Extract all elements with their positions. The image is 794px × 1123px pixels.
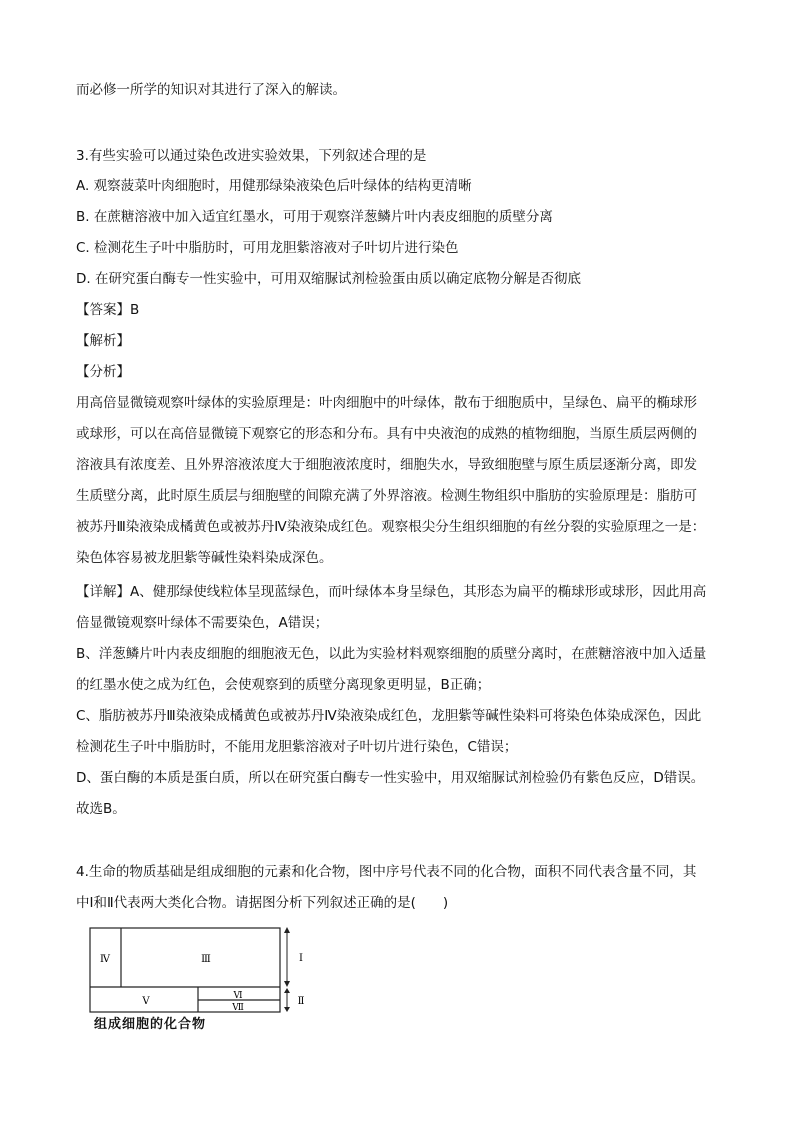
q3-detail-line: 【详解】A、健那绿使线粒体呈现蓝绿色，而叶绿体本身呈绿色，其形态为扁平的椭球形或球形，因此用高 [76,584,707,600]
q3-option-c: C. 检测花生子叶中脂肪时，可用龙胆紫溶液对子叶切片进行染色 [76,240,459,256]
q3-analysis-line: 用高倍显微镜观察叶绿体的实验原理是：叶肉细胞中的叶绿体，散布于细胞质中，呈绿色、扁平的椭球形 [76,395,697,411]
q3-stem: 3.有些实验可以通过染色改进实验效果，下列叙述合理的是 [76,148,427,164]
q4-stem-line: 中Ⅰ和Ⅱ代表两大类化合物。请据图分析下列叙述正确的是( ) [76,895,449,911]
q3-analysis-line: 染色体容易被龙胆紫等碱性染料染成深色。 [76,550,333,566]
q3-analysis-line: 溶液具有浓度差、且外界溶液浓度大于细胞液浓度时，细胞失水，导致细胞壁与原生质层逐渐分离，即发 [76,457,697,473]
bracket-i-arrow-top [284,927,290,933]
q3-analysis-line: 或球形，可以在高倍显微镜下观察它的形态和分布。具有中央液泡的成熟的植物细胞，当原生质层两侧的 [76,426,697,442]
label-vii: Ⅶ [232,1003,244,1013]
label-i: Ⅰ [299,953,303,964]
figure-caption: 组成细胞的化合物 [94,1017,207,1032]
q3-detail-line: 倍显微镜观察叶绿体不需要染色，A错误； [76,615,329,631]
q3-option-b: B. 在蔗糖溶液中加入适宜红墨水，可用于观察洋葱鳞片叶内表皮细胞的质壁分离 [76,209,553,225]
q3-fenxi-heading: 【分析】 [76,364,130,380]
bracket-ii-arrow-bottom [284,1007,290,1012]
compounds-diagram-svg [88,925,318,1015]
bracket-ii-arrow-top [284,988,290,993]
q3-answer: 【答案】B [76,302,140,318]
label-iv: Ⅳ [100,954,110,965]
label-ii: Ⅱ [297,996,305,1007]
label-iii: Ⅲ [201,954,211,965]
label-vi: Ⅵ [233,991,243,1001]
q4-stem-line: 4.生命的物质基础是组成细胞的元素和化合物，图中序号代表不同的化合物，面积不同代表含量不同，其 [76,864,697,880]
q3-option-a: A. 观察菠菜叶肉细胞时，用健那绿染液染色后叶绿体的结构更清晰 [76,178,472,194]
intro-line: 而必修一所学的知识对其进行了深入的解读。 [76,82,346,98]
q3-analysis-line: 生质壁分离，此时原生质层与细胞壁的间隙充满了外界溶液。检测生物组织中脂肪的实验原理是：脂肪可 [76,488,697,504]
q3-analysis-line: 被苏丹Ⅲ染液染成橘黄色或被苏丹Ⅳ染液染成红色。观察根尖分生组织细胞的有丝分裂的实验原理之一是： [76,519,706,535]
q3-jiexi-heading: 【解析】 [76,333,130,349]
bracket-i-arrow-bottom [284,981,290,987]
compounds-diagram [88,925,318,1019]
label-v: Ⅴ [142,996,150,1007]
q3-detail-line: 的红墨水使之成为红色，会使观察到的质壁分离现象更明显，B正确； [76,677,491,693]
q3-detail-line: C、脂肪被苏丹Ⅲ染液染成橘黄色或被苏丹Ⅳ染液染成红色，龙胆紫等碱性染料可将染色体染成深色，因此 [76,708,702,724]
q3-detail-line: D、蛋白酶的本质是蛋白质，所以在研究蛋白酶专一性实验中，用双缩脲试剂检验仍有紫色反应，D错误。 [76,770,705,786]
q3-option-d: D. 在研究蛋白酶专一性实验中，可用双缩脲试剂检验蛋由质以确定底物分解是否彻底 [76,271,581,287]
q3-detail-line: B、洋葱鳞片叶内表皮细胞的细胞液无色，以此为实验材料观察细胞的质壁分离时，在蔗糖溶液中加入适量 [76,646,707,662]
q3-detail-line: 故选B。 [76,801,126,817]
q3-detail-line: 检测花生子叶中脂肪时，不能用龙胆紫溶液对子叶切片进行染色，C错误； [76,739,518,755]
